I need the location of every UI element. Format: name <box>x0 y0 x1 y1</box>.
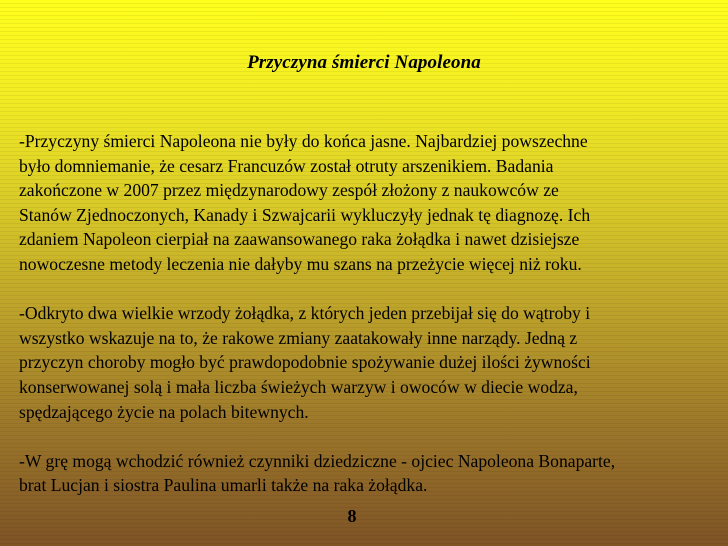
text-line: nowoczesne metody leczenia nie dałyby mu szans na przeżycie więcej niż roku. <box>19 253 582 274</box>
text-line: -Odkryto dwa wielkie wrzody żołądka, z których jeden przebijał się do wątroby i <box>19 303 591 324</box>
page-number: 8 <box>347 506 357 526</box>
text-line: spędzającego życie na polach bitewnych. <box>19 401 309 422</box>
paragraph-hereditary-factors <box>19 449 719 498</box>
text-line: -Przyczyny śmierci Napoleona nie były do końca jasne. Najbardziej powszechne <box>19 131 588 151</box>
slide-body <box>19 129 719 498</box>
slide-title: Przyczyna śmierci Napoleona <box>247 52 481 73</box>
text-line: było domniemanie, że cesarz Francuzów został otruty arszenikiem. Badania <box>19 155 554 176</box>
paragraph-ulcers <box>19 301 719 424</box>
paragraph-cause-of-death <box>19 129 719 277</box>
text-line: -W grę mogą wchodzić również czynniki dziedziczne - ojciec Napoleona Bonaparte, <box>19 450 616 471</box>
text-line: konserwowanej solą i mała liczba świeżych warzyw i owoców w diecie wodza, <box>19 376 578 397</box>
text-line: przyczyn choroby mogło być prawdopodobnie spożywanie dużej ilości żywności <box>19 352 591 373</box>
text-line: zakończone w 2007 przez międzynarodowy zespół złożony z naukowców ze <box>19 180 559 201</box>
text-line: brat Lucjan i siostra Paulina umarli także na raka żołądka. <box>19 475 428 496</box>
text-line: wszystko wskazuje na to, że rakowe zmiany zaatakowały inne narządy. Jedną z <box>19 327 578 348</box>
text-line: Stanów Zjednoczonych, Kanady i Szwajcarii wykluczyły jednak tę diagnozę. Ich <box>19 204 591 225</box>
text-line: zdaniem Napoleon cierpiał na zaawansowanego raka żołądka i nawet dzisiejsze <box>19 229 580 250</box>
